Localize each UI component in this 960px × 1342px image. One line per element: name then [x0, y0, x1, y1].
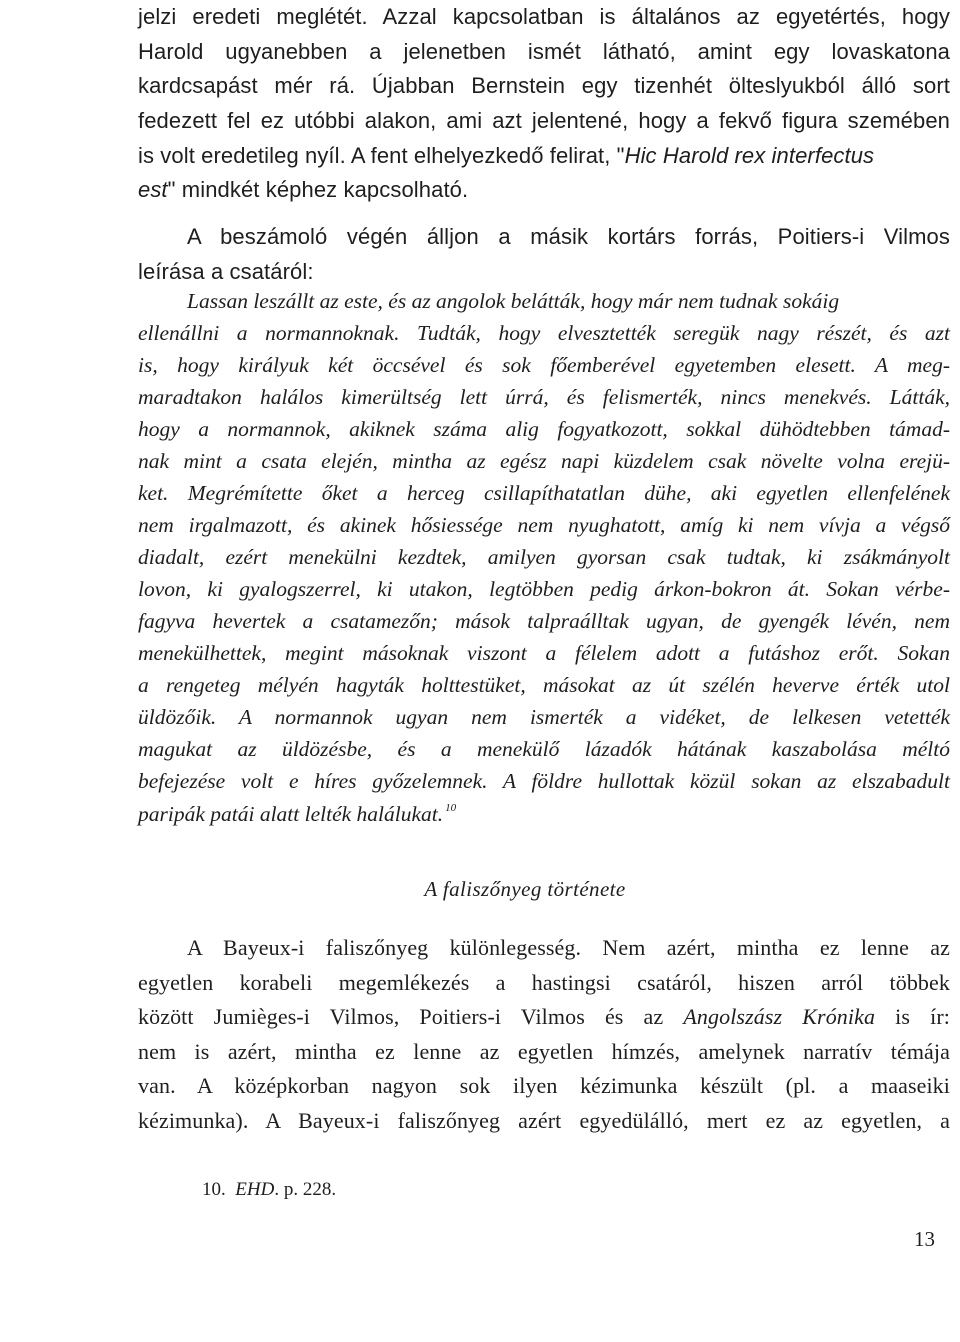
quote-line: maradtakon halálos kimerültség lett úrrá, és felismerték, nincs menekvés. Látták, [138, 385, 950, 409]
quote-line: menekülhettek, megint másoknak viszont a félelem adott a futáshoz erőt. Sokan [138, 641, 950, 665]
body-line [138, 1006, 950, 1028]
quote-line: magukat az üldözésbe, és a menekülő lázadók hátának kaszabolása méltó [138, 737, 950, 761]
body-line: kardcsapást mér rá. Újabban Bernstein egy tizenhét ölteslyukból álló sort [138, 73, 950, 98]
quote-line [138, 803, 456, 826]
body-text: között Jumièges-i Vilmos, Poitiers-i Vilmos és az [138, 1004, 684, 1029]
inscription-quote: Hic Harold rex interfectus [624, 143, 875, 168]
quote-line: nak mint a csata elején, mintha az egész napi küzdelem csak növelte volna erejü- [138, 449, 950, 473]
section-heading: A faliszőnyeg története [424, 877, 626, 901]
body-line: egyetlen korabeli megemlékezés a hastingsi csatáról, hiszen arról többek [138, 970, 950, 995]
footnote-ref: 10 [445, 802, 457, 814]
body-text: is ír: [875, 1004, 950, 1029]
body-line: nem is azért, mintha ez lenne az egyetlen hímzés, amelynek narratív témája [138, 1039, 950, 1064]
quote-line: befejezése volt e híres győzelemnek. A földre hullottak közül sokan az elszabadult [138, 769, 950, 793]
body-line: van. A középkorban nagyon sok ilyen kézimunka készült (pl. a maaseiki [138, 1073, 950, 1098]
quote-text: paripák patái alatt lelték halálukat. [138, 802, 444, 826]
quote-line: nem irgalmazott, és akinek hősiessége nem nyughatott, amíg ki nem vívja a végső [138, 513, 950, 537]
body-text: is volt eredetileg nyíl. A fent elhelyezkedő felirat, " [138, 143, 625, 168]
body-line: jelzi eredeti meglétét. Azzal kapcsolatban is általános az egyetértés, hogy [138, 4, 950, 29]
body-line [138, 145, 874, 167]
body-line [138, 179, 468, 201]
page-number: 13 [914, 1227, 935, 1251]
quote-line: ket. Megrémítette őket a herceg csillapíthatatlan dühe, aki egyetlen ellenfelének [138, 481, 950, 505]
body-line: kézimunka). A Bayeux-i faliszőnyeg azért egyedülálló, mert ez az egyetlen, a [138, 1108, 950, 1133]
footnote [202, 1180, 336, 1199]
footnote-source: EHD [235, 1179, 275, 1200]
quote-line: a rengeteg mélyén hagyták holttestüket, másokat az út szélén heverve érték utol [138, 673, 950, 697]
inscription-quote-end: est [138, 177, 168, 202]
quote-line: hogy a normannok, akiknek száma alig fogyatkozott, sokkal dühödtebben támad- [138, 417, 950, 441]
body-line: Harold ugyanebben a jelenetben ismét látható, amint egy lovaskatona [138, 39, 950, 64]
body-line: A Bayeux-i faliszőnyeg különlegesség. Nem azért, mintha ez lenne az [187, 935, 950, 960]
quote-line: ellenállni a normannoknak. Tudták, hogy elvesztették seregük nagy részét, és azt [138, 321, 950, 345]
body-text: " mindkét képhez kapcsolható. [167, 177, 469, 202]
footnote-page: . p. 228. [274, 1179, 337, 1200]
quote-line: lovon, ki gyalogszerrel, ki utakon, legtöbben pedig árkon-bokron át. Sokan vérbe- [138, 577, 950, 601]
body-line: A beszámoló végén álljon a másik kortárs forrás, Poitiers-i Vilmos [187, 224, 950, 249]
quote-line: diadalt, ezért menekülni kezdtek, amilyen gyorsan csak tudtak, ki zsákmányolt [138, 545, 950, 569]
quote-line: is, hogy királyuk két öccsével és sok főemberével egyetemben elesett. A meg- [138, 353, 950, 377]
quote-line: Lassan leszállt az este, és az angolok belátták, hogy már nem tudnak sokáig [187, 289, 840, 313]
body-line: fedezett fel ez utóbbi alakon, ami azt jelentené, hogy a fekvő figura szemében [138, 108, 950, 133]
quote-line: fagyva hevertek a csatamezőn; mások talpraálltak ugyan, de gyengék lévén, nem [138, 609, 950, 633]
quote-line: üldözőik. A normannok ugyan nem ismerték a vidéket, de lelkesen vetették [138, 705, 950, 729]
body-line: leírása a csatáról: [138, 259, 314, 284]
footnote-number: 10. [202, 1179, 226, 1200]
book-title: Angolszász Krónika [683, 1004, 876, 1029]
